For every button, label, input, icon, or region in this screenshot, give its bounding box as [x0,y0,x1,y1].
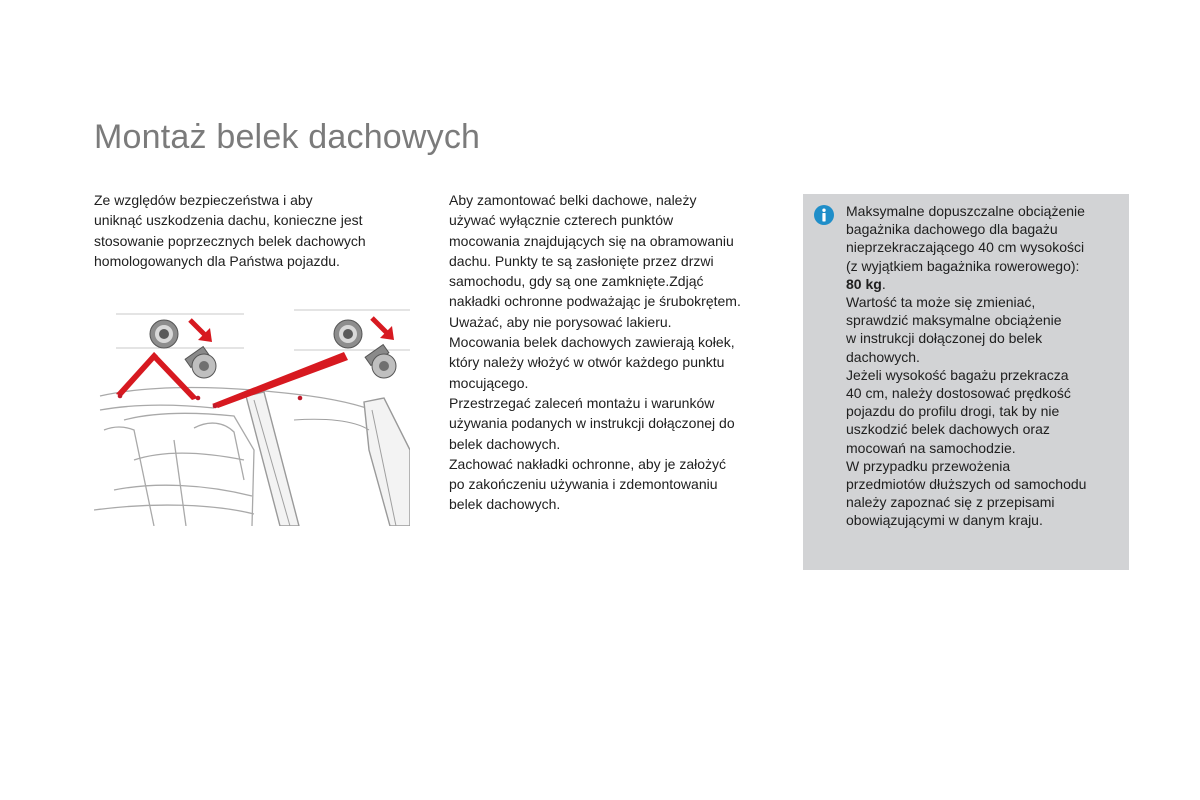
max-load-period: . [881,275,886,292]
car-body-outline [94,388,394,527]
info-paragraph-1: Wartość ta może się zmieniać, sprawdzić maksymalne obciążenie w instrukcji dołączonej do belek dachowych. [846,294,1062,365]
instructions-paragraph-3: Przestrzegać zaleceń montażu i warunków używania podanych w instrukcji dołączonej do belek dachowych. [449,394,735,452]
roof-bar-mounting-illustration [94,300,410,526]
instructions-paragraph-1: Aby zamontować belki dachowe, należy używać wyłącznie czterech punktów mocowania znajdujących się na obramowaniu dachu. Punkty te są zasłonięte przez drzwi samochodu, gdy są one zamknięte.Zdjąć nakładki ochronne podważając je śrubokrętem. Uważać, aby nie porysować lakieru. [449,192,741,330]
instructions-paragraph-2: Mocowania belek dachowych zawierają kołek, który należy włożyć w otwór każdego punktu mocującego. [449,334,735,391]
right-cover-cap [334,320,362,348]
info-box [803,194,1129,570]
max-load-value: 80 kg [846,275,882,292]
info-paragraph-2: Jeżeli wysokość bagażu przekracza 40 cm, należy dostosować prędkość pojazdu do profilu drogi, tak by nie uszkodzić belek dachowych oraz mocowań na samochodzie. [846,366,1071,456]
left-cover-cap [150,320,178,348]
page-title: Montaż belek dachowych [94,118,481,156]
intro-text: Ze względów bezpieczeństwa i aby uniknąć uszkodzenia dachu, konieczne jest stosowanie poprzecznych belek dachowych homologowanych dla Państwa pojazdu. [94,192,366,269]
info-intro: Maksymalne dopuszczalne obciążenie bagażnika dachowego dla bagażu nieprzekraczającego 40 cm wysokości (z wyjątkiem bagażnika rowerowego): [846,203,1085,274]
intro-column [94,190,414,271]
info-paragraph-3: W przypadku przewożenia przedmiotów dłuższych od samochodu należy zapoznać się z przepisami obowiązującymi w danym kraju. [846,457,1087,529]
info-icon [814,205,834,225]
instructions-paragraph-4: Zachować nakładki ochronne, aby je założyć po zakończeniu używania i zdemontowaniu belek dachowych. [449,455,727,513]
red-pointers [116,352,348,408]
info-text [846,202,1122,530]
left-bolt [185,347,216,378]
instructions-column [449,190,784,515]
